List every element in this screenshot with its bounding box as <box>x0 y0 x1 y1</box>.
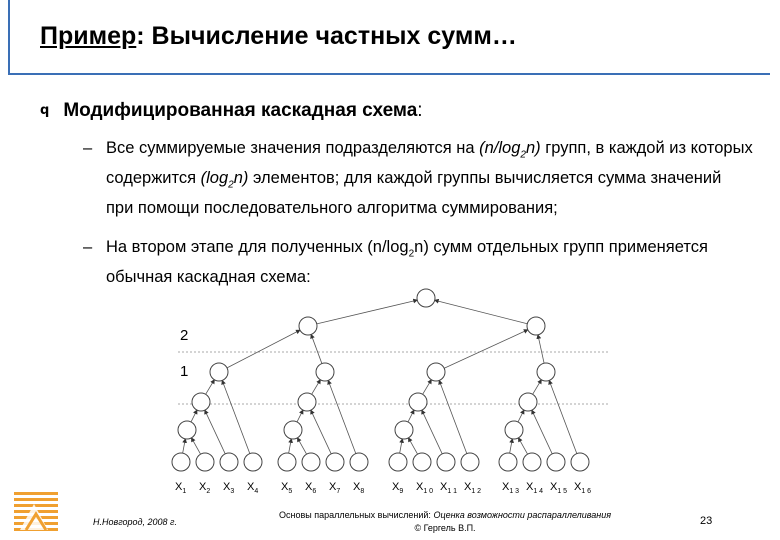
diagram-edge <box>328 380 356 453</box>
leaf-label: $X_{1 2}$ <box>464 481 482 495</box>
text-part: n) сумм отдельных групп применяется обычная каскадная схема: <box>106 238 708 286</box>
partial-sum-node <box>519 393 537 411</box>
title-underlined: Пример <box>40 22 137 50</box>
diagram-edge <box>222 380 250 453</box>
leaf-node <box>571 453 589 471</box>
formula-subscript: 2 <box>228 179 234 191</box>
formula-part: n) <box>233 168 249 187</box>
leaf-node <box>389 453 407 471</box>
diagram-edge <box>311 334 322 363</box>
partial-sum-node <box>298 393 316 411</box>
text-part: Все суммируемые значения подразделяются на <box>106 139 480 157</box>
leaf-node <box>437 453 455 471</box>
text-part: На втором этапе для полученных (n/log <box>106 238 409 256</box>
partial-sum-node <box>178 421 196 439</box>
leaf-label: $X_{1 5}$ <box>550 481 568 495</box>
partial-sum-node <box>505 421 523 439</box>
diagram-edge <box>227 330 300 368</box>
leaf-label: $X_{1 4}$ <box>526 481 544 495</box>
leaf-label: $X_{1 0}$ <box>416 481 434 495</box>
leaf-node <box>278 453 296 471</box>
leaf-node <box>523 453 541 471</box>
leaf-node <box>244 453 262 471</box>
diagram-edge <box>191 438 200 454</box>
dash-marker: – <box>83 238 93 256</box>
formula-subscript: 2 <box>408 248 415 260</box>
leaf-node <box>350 453 368 471</box>
diagram-edge <box>435 300 528 324</box>
leaf-node <box>461 453 479 471</box>
leaf-label: $X_2$ <box>199 481 211 495</box>
bullet-colon: : <box>417 100 423 121</box>
diagram-edge <box>183 439 186 453</box>
diagram-edge <box>422 410 442 454</box>
diagram-edge <box>408 438 417 454</box>
group-sum-node <box>316 363 334 381</box>
diagram-edge <box>532 410 552 454</box>
bullet-text: Модифицированная каскадная схема <box>63 100 418 121</box>
unn-logo-icon <box>12 490 62 535</box>
diagram-edge <box>549 380 577 453</box>
leaf-label: $X_7$ <box>329 481 341 495</box>
formula-part: (n/log <box>479 139 521 157</box>
partial-sum-node <box>395 421 413 439</box>
leaf-node <box>499 453 517 471</box>
formula-part: n) <box>525 139 541 157</box>
level-label-2: 2 <box>180 327 189 344</box>
formula-part: (log <box>200 168 229 187</box>
leaf-label: $X_{1 3}$ <box>502 481 520 495</box>
leaf-label: $X_8$ <box>353 481 365 495</box>
group-sum-node <box>537 363 555 381</box>
footer-topic: Оценка возможности распараллеливания <box>433 510 612 520</box>
leaf-label: $X_3$ <box>223 481 235 495</box>
diagram-edge <box>538 335 544 363</box>
text-part: элементов; для каждой группы вычисляется сумма значений при помощи последовательного алгоритма суммирования; <box>106 168 722 217</box>
diagram-edge <box>518 438 527 454</box>
group-sum-node <box>210 363 228 381</box>
cascade-node <box>299 317 317 335</box>
leaf-label: $X_4$ <box>247 481 259 495</box>
footer-course: Основы параллельных вычислений: <box>278 510 434 520</box>
leaf-node <box>172 453 190 471</box>
partial-sum-node <box>192 393 210 411</box>
page-number: 23 <box>700 515 713 527</box>
leaf-node <box>413 453 431 471</box>
leaf-label: $X_6$ <box>305 481 317 495</box>
diagram-edge <box>191 410 197 422</box>
diagram-edge <box>518 410 524 422</box>
diagram-edge <box>444 330 528 368</box>
footer-author: © Гергель В.П. <box>414 523 476 533</box>
text-part: групп, в каждой из которых содержится <box>106 139 753 187</box>
footer-location-year: Н.Новгород, 2008 г. <box>93 517 177 527</box>
leaf-node <box>220 453 238 471</box>
leaf-label: $X_9$ <box>392 481 404 495</box>
diagram-edge <box>423 380 432 395</box>
diagram-edge <box>205 410 225 454</box>
title-rest: : Вычисление частных сумм… <box>136 22 517 50</box>
diagram-edge <box>510 439 513 453</box>
leaf-label: $X_{1 6}$ <box>574 481 592 495</box>
diagram-edge <box>311 410 331 454</box>
diagram-edge <box>400 439 403 453</box>
diagram-edge <box>289 439 292 453</box>
partial-sum-node <box>284 421 302 439</box>
formula-subscript: 2 <box>520 149 526 161</box>
diagram-nodes <box>172 289 589 471</box>
level-label-1: 1 <box>180 363 189 380</box>
diagram-edge <box>439 380 467 453</box>
leaf-node <box>547 453 565 471</box>
dash-marker: – <box>83 139 93 157</box>
root-node <box>417 289 435 307</box>
diagram-edge <box>317 300 417 324</box>
leaf-node <box>196 453 214 471</box>
partial-sum-node <box>409 393 427 411</box>
leaf-node <box>326 453 344 471</box>
leaf-label: $X_1$ <box>175 481 187 495</box>
leaf-label: $X_{1 1}$ <box>440 481 458 495</box>
diagram-edge <box>206 380 215 395</box>
diagram-edge <box>297 438 306 454</box>
diagram-edge <box>312 380 321 395</box>
group-sum-node <box>427 363 445 381</box>
bullet-marker-icon: q <box>40 103 50 118</box>
leaf-label: $X_5$ <box>281 481 293 495</box>
diagram-edge <box>408 410 414 422</box>
cascade-node <box>527 317 545 335</box>
leaf-node <box>302 453 320 471</box>
footer-course-info <box>250 509 640 535</box>
diagram-edge <box>297 410 303 422</box>
diagram-leaf-labels <box>175 481 591 495</box>
diagram-edge <box>533 380 542 395</box>
